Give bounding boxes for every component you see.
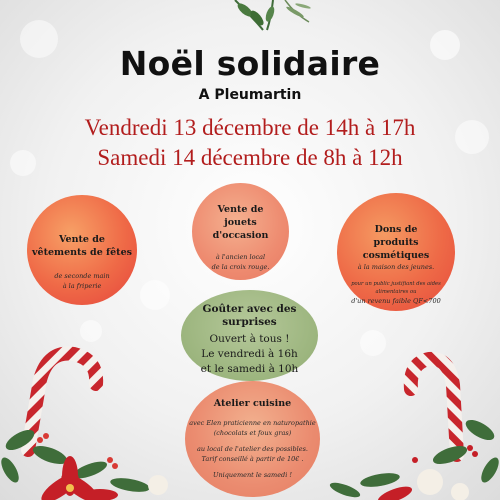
- cosmetics-donation-bubble: [337, 193, 455, 311]
- gouter-line-3: et le samedi à 10h: [200, 363, 299, 375]
- date-line-saturday: Samedi 14 décembre de 8h à 12h: [97, 145, 403, 170]
- cooking-workshop-note-3: au local de l'atelier des possibles.: [197, 445, 308, 453]
- bokeh-light: [140, 280, 170, 310]
- cosmetics-donation-title: Dons de produits cosmétiques: [362, 224, 430, 261]
- clothes-sale-title: Vente de vêtements de fêtes: [32, 234, 132, 258]
- cooking-workshop-note-5: Uniquement le samedi !: [213, 471, 292, 479]
- gouter-bubble: [181, 290, 318, 381]
- poinsettia-icon: [0, 400, 180, 500]
- page-title: Noël solidaire: [119, 44, 381, 83]
- pine-branch-icon: [225, 0, 315, 34]
- cooking-workshop-bubble: [185, 381, 320, 497]
- toys-sale-bubble: [192, 183, 289, 280]
- toys-sale-note-2: de la croix rouge.: [211, 263, 270, 271]
- clothes-sale-note-1: de seconde main: [54, 272, 110, 280]
- gouter-line-1: Ouvert à tous !: [209, 333, 290, 345]
- bokeh-light: [80, 320, 102, 342]
- toys-sale-title: Vente de jouets d'occasion: [212, 204, 269, 241]
- cosmetics-donation-note-2: pour un public justifiant des aides alimentaires ou: [351, 281, 441, 295]
- date-line-friday: Vendredi 13 décembre de 14h à 17h: [84, 115, 416, 140]
- location-subtitle: A Pleumartin: [198, 87, 302, 103]
- cooking-workshop-note-4: Tarif conseillé à partir de 10€ .: [201, 455, 304, 463]
- toys-sale-note-1: à l'ancien local: [215, 253, 266, 261]
- clothes-sale-bubble: [27, 195, 137, 305]
- bokeh-light: [360, 330, 386, 356]
- gouter-title: Goûter avec des surprises: [202, 303, 297, 328]
- cosmetics-donation-note-3: d'un revenu faible QF<700: [351, 297, 441, 305]
- poinsettia-icon: [320, 400, 500, 500]
- clothes-sale-note-2: à la friperie: [62, 282, 102, 290]
- cooking-workshop-title: Atelier cuisine: [213, 398, 292, 409]
- cosmetics-donation-note-1: à la maison des jeunes.: [357, 263, 435, 271]
- gouter-line-2: Le vendredi à 16h: [201, 348, 298, 360]
- cooking-workshop-note-1: avec Elen praticienne en naturopathie: [189, 419, 316, 427]
- cooking-workshop-note-2: (chocolats et foux gras): [213, 429, 292, 437]
